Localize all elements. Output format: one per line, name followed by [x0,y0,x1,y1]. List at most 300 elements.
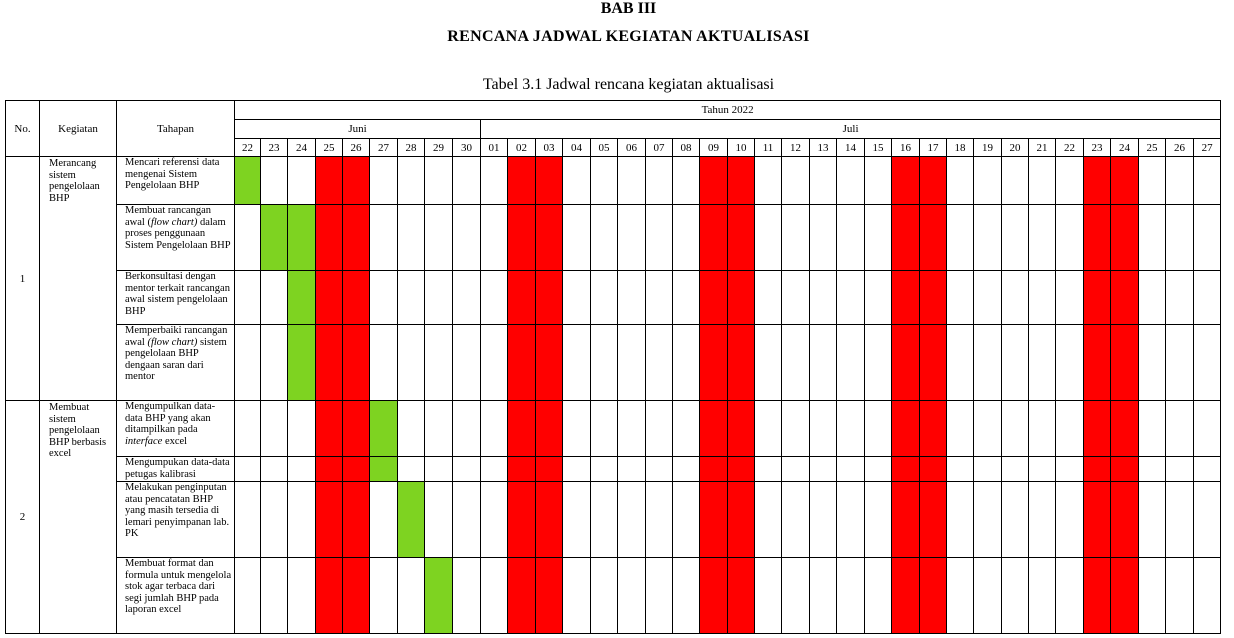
weekend-cell [1084,271,1111,325]
weekend-cell [920,401,947,457]
day-cell [261,325,288,401]
day-cell [563,401,591,457]
day-cell [1139,271,1166,325]
day-cell [1029,482,1056,558]
day-cell [398,325,425,401]
day-cell [563,271,591,325]
weekend-cell [892,271,920,325]
day-cell [865,271,892,325]
day-cell [1056,205,1084,271]
weekend-cell [1111,325,1139,401]
day-cell [974,457,1002,482]
header-day: 24 [288,139,316,157]
day-cell [1056,401,1084,457]
day-cell [865,482,892,558]
day-cell [1194,558,1221,634]
weekend-cell [536,482,563,558]
day-cell [673,325,700,401]
day-cell [398,271,425,325]
day-cell [235,205,261,271]
day-cell [591,271,618,325]
day-cell [782,457,810,482]
day-cell [1056,457,1084,482]
day-cell [1056,271,1084,325]
day-cell [947,157,974,205]
day-cell [673,157,700,205]
day-cell [673,457,700,482]
weekend-cell [508,558,536,634]
day-cell [1194,457,1221,482]
weekend-cell [508,457,536,482]
day-cell [370,558,398,634]
day-cell [837,157,865,205]
header-day: 10 [728,139,755,157]
day-cell [1029,401,1056,457]
weekend-cell [728,401,755,457]
day-cell [618,271,646,325]
day-cell [755,205,782,271]
day-cell [646,558,673,634]
header-day: 14 [837,139,865,157]
tahapan-cell: Mengumpukan data-data petugas kalibrasi [117,457,235,482]
day-cell [453,457,481,482]
day-cell [1002,205,1029,271]
day-cell [481,482,508,558]
row-number: 1 [6,157,40,401]
table-row [6,325,1221,401]
weekend-cell [700,401,728,457]
header-kegiatan: Kegiatan [40,101,117,157]
day-cell [481,325,508,401]
day-cell [563,157,591,205]
weekend-cell [1084,205,1111,271]
day-cell [810,271,837,325]
day-cell [1139,482,1166,558]
day-cell [865,558,892,634]
day-cell [646,325,673,401]
day-cell [1194,325,1221,401]
header-day: 29 [425,139,453,157]
day-cell [370,205,398,271]
day-cell [1166,157,1194,205]
scheduled-cell [288,271,316,325]
header-day: 06 [618,139,646,157]
weekend-cell [920,205,947,271]
day-cell [425,205,453,271]
weekend-cell [892,558,920,634]
weekend-cell [728,205,755,271]
day-cell [235,271,261,325]
header-day: 02 [508,139,536,157]
day-cell [837,558,865,634]
header-day: 26 [1166,139,1194,157]
day-cell [755,401,782,457]
day-cell [398,457,425,482]
day-cell [1194,401,1221,457]
day-cell [837,457,865,482]
tahapan-cell: Membuat format dan formula untuk mengelola stok agar terbaca dari segi jumlah BHP pada laporan excel [117,558,235,634]
day-cell [1056,325,1084,401]
header-day: 26 [343,139,370,157]
day-cell [673,401,700,457]
header-day: 03 [536,139,563,157]
day-cell [618,482,646,558]
weekend-cell [728,325,755,401]
day-cell [673,482,700,558]
weekend-cell [1084,558,1111,634]
day-cell [755,457,782,482]
header-no: No. [6,101,40,157]
scheduled-cell [235,157,261,205]
table-caption: Tabel 3.1 Jadwal rencana kegiatan aktualisasi [482,76,775,93]
scheduled-cell [261,205,288,271]
day-cell [1002,157,1029,205]
day-cell [782,482,810,558]
header-day: 23 [261,139,288,157]
day-cell [398,558,425,634]
chapter-heading: BAB III [600,0,657,17]
day-cell [1002,457,1029,482]
weekend-cell [508,482,536,558]
day-cell [398,401,425,457]
day-cell [288,482,316,558]
day-cell [235,482,261,558]
day-cell [1166,325,1194,401]
header-day: 16 [892,139,920,157]
day-cell [261,401,288,457]
day-cell [810,157,837,205]
weekend-cell [316,558,343,634]
day-cell [1056,558,1084,634]
day-cell [591,205,618,271]
header-day: 15 [865,139,892,157]
day-cell [1194,205,1221,271]
tahapan-cell: Memperbaiki rancangan awal (flow chart) sistem pengelolaan BHP dengaan saran dari mentor [117,325,235,401]
table-row [6,558,1221,634]
day-cell [453,482,481,558]
day-cell [947,401,974,457]
day-cell [1002,482,1029,558]
day-cell [425,157,453,205]
tahapan-cell: Melakukan penginputan atau pencatatan BHP yang masih tersedia di lemari penyimpanan lab. PK [117,482,235,558]
header-day: 30 [453,139,481,157]
weekend-cell [892,157,920,205]
day-cell [810,482,837,558]
day-cell [481,558,508,634]
day-cell [235,401,261,457]
weekend-cell [728,271,755,325]
day-cell [646,205,673,271]
weekend-cell [892,325,920,401]
day-cell [837,205,865,271]
day-cell [865,457,892,482]
scheduled-cell [288,325,316,401]
weekend-cell [1111,271,1139,325]
scheduled-cell [288,205,316,271]
scheduled-cell [370,457,398,482]
day-cell [1029,205,1056,271]
day-cell [1194,482,1221,558]
day-cell [865,401,892,457]
day-cell [618,325,646,401]
day-cell [425,271,453,325]
day-cell [1194,157,1221,205]
header-day: 18 [947,139,974,157]
table-row [6,271,1221,325]
day-cell [1002,271,1029,325]
weekend-cell [1084,325,1111,401]
header-day: 22 [1056,139,1084,157]
header-day: 27 [370,139,398,157]
weekend-cell [343,482,370,558]
day-cell [591,457,618,482]
weekend-cell [316,482,343,558]
header-tahapan: Tahapan [117,101,235,157]
day-cell [235,558,261,634]
day-cell [1194,271,1221,325]
header-day: 25 [1139,139,1166,157]
day-cell [425,401,453,457]
weekend-cell [508,157,536,205]
weekend-cell [700,457,728,482]
day-cell [481,205,508,271]
day-cell [1166,558,1194,634]
weekend-cell [316,205,343,271]
weekend-cell [892,205,920,271]
weekend-cell [343,457,370,482]
day-cell [1139,401,1166,457]
weekend-cell [1111,205,1139,271]
weekend-cell [920,482,947,558]
header-day: 22 [235,139,261,157]
day-cell [591,157,618,205]
weekend-cell [920,157,947,205]
day-cell [1029,271,1056,325]
tahapan-cell: Membuat rancangan awal (flow chart) dalam proses penggunaan Sistem Pengelolaan BHP [117,205,235,271]
day-cell [481,271,508,325]
day-cell [1029,558,1056,634]
header-day: 13 [810,139,837,157]
day-cell [370,271,398,325]
weekend-cell [1084,457,1111,482]
day-cell [974,482,1002,558]
day-cell [947,325,974,401]
weekend-cell [1084,157,1111,205]
header-day: 23 [1084,139,1111,157]
day-cell [673,558,700,634]
day-cell [453,558,481,634]
weekend-cell [1111,482,1139,558]
header-day: 28 [398,139,425,157]
weekend-cell [1111,558,1139,634]
day-cell [865,205,892,271]
day-cell [755,157,782,205]
day-cell [591,482,618,558]
day-cell [591,558,618,634]
day-cell [563,325,591,401]
weekend-cell [728,558,755,634]
day-cell [755,482,782,558]
day-cell [673,271,700,325]
weekend-cell [1111,157,1139,205]
header-day: 27 [1194,139,1221,157]
day-cell [235,457,261,482]
day-cell [947,558,974,634]
day-cell [646,457,673,482]
weekend-cell [700,157,728,205]
day-cell [1166,457,1194,482]
weekend-cell [536,401,563,457]
day-cell [398,157,425,205]
day-cell [481,457,508,482]
day-cell [646,401,673,457]
day-cell [974,401,1002,457]
weekend-cell [728,457,755,482]
weekend-cell [700,482,728,558]
day-cell [673,205,700,271]
day-cell [782,325,810,401]
table-row [6,457,1221,482]
weekend-cell [536,457,563,482]
header-day: 19 [974,139,1002,157]
day-cell [481,157,508,205]
day-cell [618,205,646,271]
day-cell [1139,457,1166,482]
weekend-cell [343,157,370,205]
day-cell [261,482,288,558]
day-cell [646,482,673,558]
weekend-cell [316,271,343,325]
header-day: 05 [591,139,618,157]
day-cell [865,325,892,401]
day-cell [261,558,288,634]
day-cell [755,271,782,325]
day-cell [618,457,646,482]
weekend-cell [536,271,563,325]
day-cell [782,271,810,325]
weekend-cell [700,205,728,271]
day-cell [947,457,974,482]
weekend-cell [343,205,370,271]
day-cell [810,558,837,634]
weekend-cell [700,558,728,634]
day-cell [1029,325,1056,401]
weekend-cell [508,401,536,457]
weekend-cell [728,157,755,205]
day-cell [563,482,591,558]
day-cell [453,325,481,401]
row-number: 2 [6,401,40,634]
day-cell [481,401,508,457]
weekend-cell [892,401,920,457]
day-cell [1139,157,1166,205]
weekend-cell [1084,482,1111,558]
weekend-cell [920,457,947,482]
table-row [6,482,1221,558]
day-cell [1002,401,1029,457]
kegiatan-cell: Merancang sistem pengelolaan BHP [40,157,117,401]
day-cell [261,157,288,205]
header-day: 04 [563,139,591,157]
day-cell [288,558,316,634]
weekend-cell [316,457,343,482]
weekend-cell [508,271,536,325]
day-cell [646,157,673,205]
day-cell [1166,401,1194,457]
table-row [6,157,1221,205]
day-cell [974,325,1002,401]
weekend-cell [316,401,343,457]
day-cell [947,271,974,325]
day-cell [398,205,425,271]
day-cell [288,457,316,482]
day-cell [618,157,646,205]
weekend-cell [343,271,370,325]
scheduled-cell [425,558,453,634]
day-cell [235,325,261,401]
weekend-cell [892,457,920,482]
day-cell [1166,271,1194,325]
kegiatan-cell: Membuat sistem pengelolaan BHP berbasis excel [40,401,117,634]
day-cell [453,205,481,271]
tahapan-cell: Berkonsultasi dengan mentor terkait rancangan awal sistem pengelolaan BHP [117,271,235,325]
header-day: 21 [1029,139,1056,157]
day-cell [1029,457,1056,482]
day-cell [288,401,316,457]
tahapan-cell: Mencari referensi data mengenai Sistem Pengelolaan BHP [117,157,235,205]
day-cell [782,205,810,271]
weekend-cell [536,325,563,401]
day-cell [563,205,591,271]
day-cell [1139,205,1166,271]
weekend-cell [700,271,728,325]
header-day: 08 [673,139,700,157]
day-cell [974,558,1002,634]
day-cell [1166,205,1194,271]
weekend-cell [1084,401,1111,457]
day-cell [782,401,810,457]
day-cell [865,157,892,205]
day-cell [370,482,398,558]
weekend-cell [536,205,563,271]
day-cell [591,325,618,401]
day-cell [947,205,974,271]
day-cell [618,558,646,634]
day-cell [370,157,398,205]
scheduled-cell [370,401,398,457]
day-cell [1139,325,1166,401]
day-cell [947,482,974,558]
weekend-cell [343,325,370,401]
scheduled-cell [398,482,425,558]
day-cell [755,558,782,634]
header-day: 01 [481,139,508,157]
day-cell [810,325,837,401]
day-cell [974,157,1002,205]
day-cell [837,401,865,457]
header-day: 07 [646,139,673,157]
header-day: 11 [755,139,782,157]
weekend-cell [343,401,370,457]
header-day: 20 [1002,139,1029,157]
day-cell [782,558,810,634]
day-cell [425,325,453,401]
day-cell [618,401,646,457]
weekend-cell [892,482,920,558]
weekend-cell [920,558,947,634]
day-cell [755,325,782,401]
header-day: 17 [920,139,947,157]
